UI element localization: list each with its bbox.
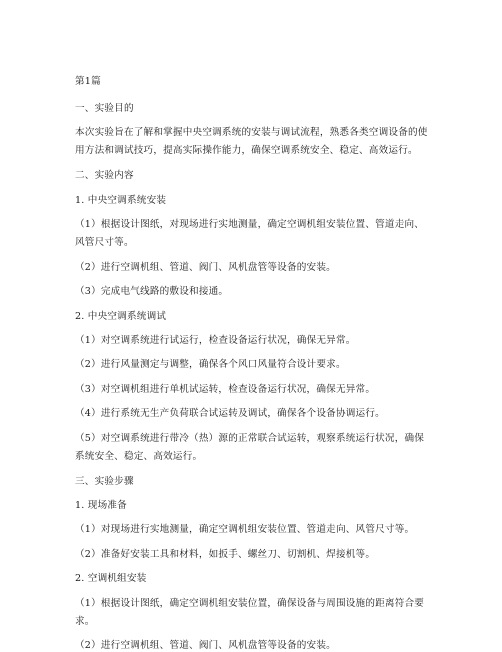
section-heading-purpose: 一、实验目的 <box>75 103 134 114</box>
list-item-continuation: 系统安全、稳定、高效运行。 <box>75 451 203 462</box>
list-item: （2）准备好安装工具和材料，如扳手、螺丝刀、切割机、焊接机等。 <box>75 549 376 560</box>
list-item-continuation: 风管尺寸等。 <box>75 237 134 248</box>
paragraph-line: 本次实验旨在了解和掌握中央空调系统的安装与调试流程，熟悉各类空调设备的使 <box>75 127 428 138</box>
subsection-heading-install: 1. 中央空调系统安装 <box>75 195 167 206</box>
list-item: （2）进行风量测定与调整，确保各个风口风量符合设计要求。 <box>75 359 346 370</box>
paragraph-line: 用方法和调试技巧，提高实际操作能力，确保空调系统安全、稳定、高效运行。 <box>75 145 418 156</box>
list-item: （2）进行空调机组、管道、阀门、风机盘管等设备的安装。 <box>75 262 336 273</box>
list-item: （3）完成电气线路的敷设和接通。 <box>75 286 229 297</box>
subsection-heading-unit-install: 2. 空调机组安装 <box>75 573 147 584</box>
list-item: （4）进行系统无生产负荷联合试运转及调试，确保各个设备协调运行。 <box>75 408 385 419</box>
list-item: （5）对空调系统进行带冷（热）源的正常联合试运转，观察系统运行状况，确保 <box>75 433 425 444</box>
part-label: 第1篇 <box>75 76 101 87</box>
list-item: （2）进行空调机组、管道、阀门、风机盘管等设备的安装。 <box>75 640 336 651</box>
section-heading-steps: 三、实验步骤 <box>75 476 134 487</box>
list-item: （1）根据设计图纸，对现场进行实地测量，确定空调机组安装位置、管道走向、 <box>75 219 425 230</box>
list-item: （1）根据设计图纸，确定空调机组安装位置，确保设备与周围设施的距离符合要 <box>75 598 425 609</box>
section-heading-content: 二、实验内容 <box>75 170 134 181</box>
subsection-heading-debug: 2. 中央空调系统调试 <box>75 311 167 322</box>
list-item: （3）对空调机组进行单机试运转，检查设备运行状况，确保无异常。 <box>75 384 376 395</box>
list-item-continuation: 求。 <box>75 616 95 627</box>
list-item: （1）对现场进行实地测量，确定空调机组安装位置、管道走向、风管尺寸等。 <box>75 524 415 535</box>
subsection-heading-prep: 1. 现场准备 <box>75 500 127 511</box>
list-item: （1）对空调系统进行试运行，检查设备运行状况，确保无异常。 <box>75 335 356 346</box>
